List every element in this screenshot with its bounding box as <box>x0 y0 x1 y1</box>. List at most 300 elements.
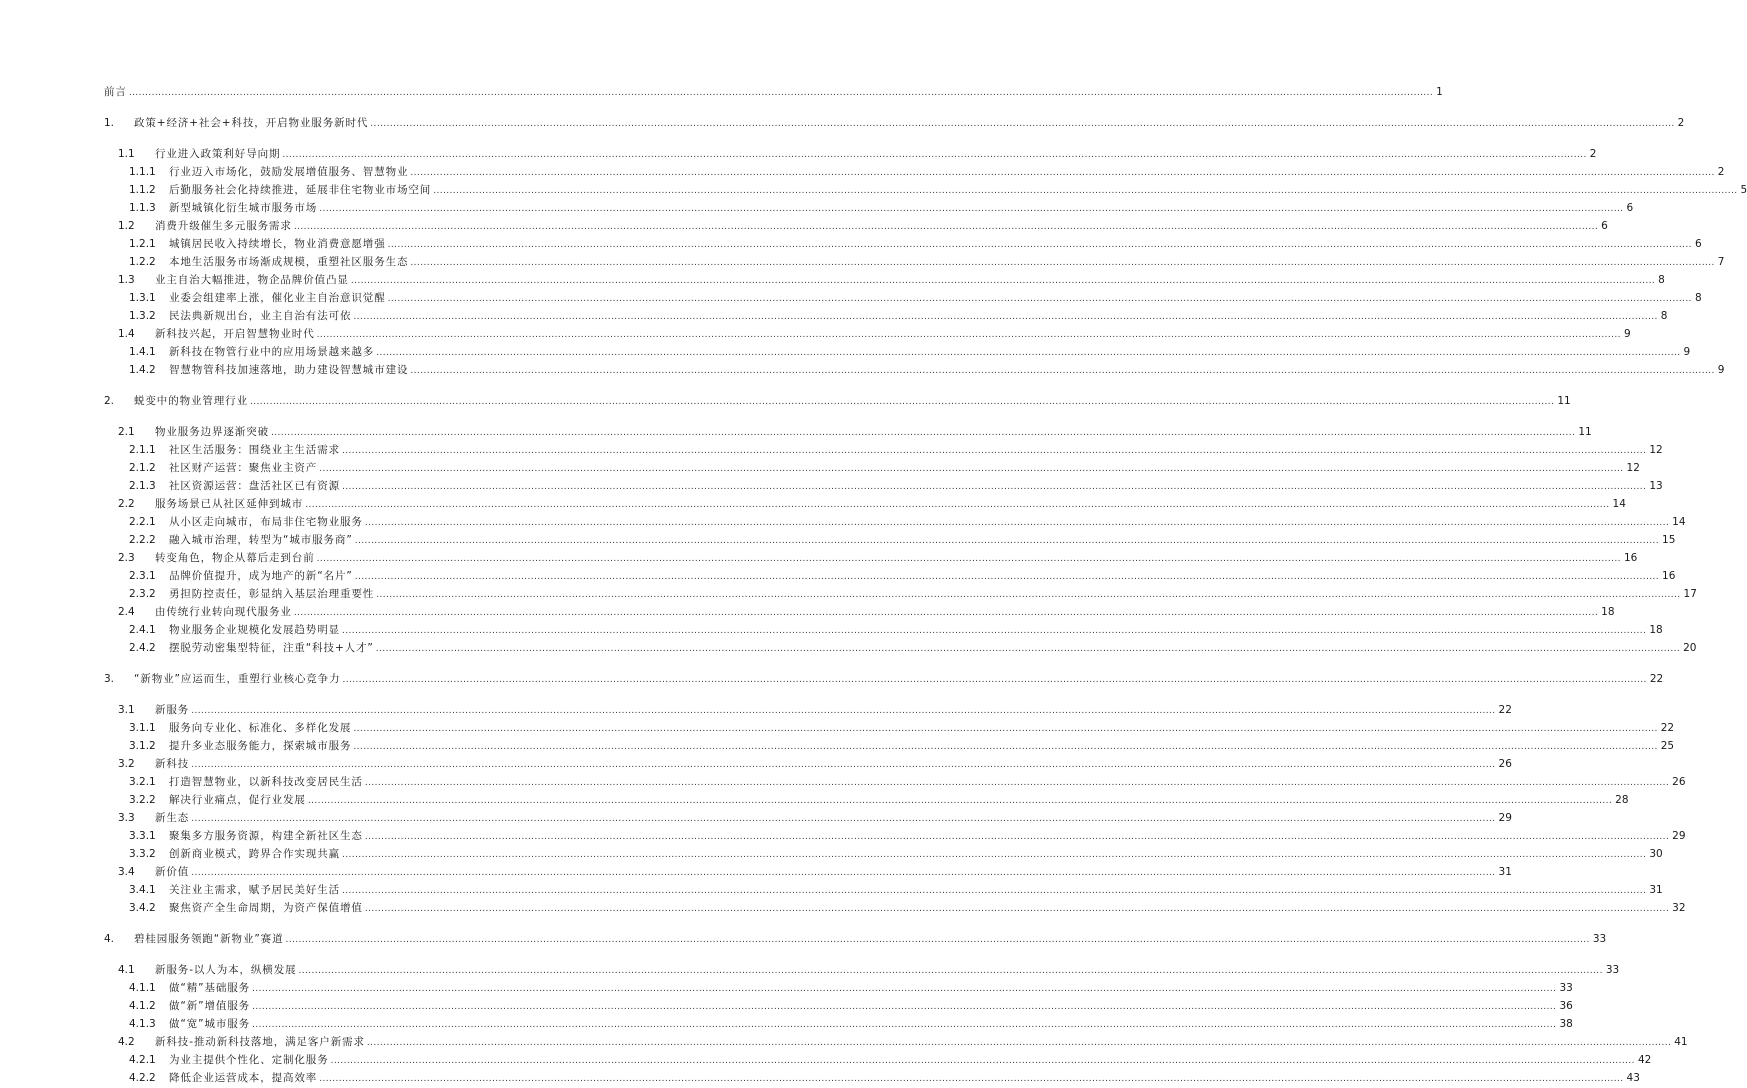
toc-dot-leader: ................................................................................................................................................................................................................................................................................................................................................................................................................ <box>353 724 1658 734</box>
toc-entry-page-number: 6 <box>1601 220 1608 232</box>
toc-entry-title: 智慧物管科技加速落地，助力建设智慧城市建设 <box>169 364 409 376</box>
toc-entry-line <box>169 459 1640 478</box>
toc-entry[interactable] <box>104 325 1631 343</box>
toc-dot-leader: ................................................................................................................................................................................................................................................................................................................................................................................................................ <box>319 204 1624 214</box>
toc-entry-page-number: 2 <box>1717 166 1725 178</box>
toc-entry-line <box>169 737 1675 756</box>
toc-entry[interactable] <box>104 863 1512 881</box>
toc-entry-line <box>155 603 1615 622</box>
toc-entry[interactable] <box>104 1069 1640 1087</box>
toc-entry-title: 做“精”基础服务 <box>169 982 251 994</box>
toc-entry-line <box>104 83 1443 102</box>
toc-entry-page-number: 29 <box>1672 830 1686 842</box>
toc-entry-page-number: 18 <box>1649 624 1663 636</box>
toc-entry[interactable] <box>104 531 1676 549</box>
toc-dot-leader: ................................................................................................................................................................................................................................................................................................................................................................................................................ <box>376 590 1681 600</box>
toc-entry[interactable] <box>104 899 1686 917</box>
toc-entry-number: 3.3 <box>118 812 135 824</box>
toc-entry-title: 新科技在物管行业中的应用场景越来越多 <box>169 346 375 358</box>
toc-entry[interactable] <box>104 392 1571 410</box>
toc-entry[interactable] <box>104 603 1615 621</box>
toc-entry[interactable] <box>104 737 1675 755</box>
toc-entry-line <box>169 997 1573 1016</box>
toc-dot-leader: ................................................................................................................................................................................................................................................................................................................................................................................................................ <box>305 500 1610 510</box>
toc-entry[interactable] <box>104 827 1686 845</box>
toc-entry-page-number: 33 <box>1605 964 1620 976</box>
toc-entry-title: 本地生活服务市场渐成规模，重塑社区服务生态 <box>169 256 409 268</box>
toc-entry-title: 聚焦资产全生命周期，为资产保值增值 <box>169 902 363 914</box>
toc-entry-number: 1.1.2 <box>129 184 156 196</box>
toc-entry-number: 1.1.3 <box>129 202 156 214</box>
toc-dot-leader: ................................................................................................................................................................................................................................................................................................................................................................................................................ <box>342 626 1647 636</box>
toc-spacer <box>104 948 630 961</box>
toc-entry-number: 3.1 <box>118 704 135 716</box>
toc-entry-number: 3. <box>104 673 115 685</box>
toc-entry-page-number: 12 <box>1649 444 1663 456</box>
toc-dot-leader: ................................................................................................................................................................................................................................................................................................................................................................................................................ <box>387 294 1692 304</box>
toc-entry[interactable] <box>104 199 1634 217</box>
toc-entry-line <box>155 495 1626 514</box>
toc-entry-page-number: 38 <box>1559 1018 1573 1030</box>
toc-dot-leader: ................................................................................................................................................................................................................................................................................................................................................................................................................ <box>364 832 1670 842</box>
toc-entry-title: 新科技兴起，开启智慧物业时代 <box>155 328 315 340</box>
toc-entry-line <box>155 423 1592 442</box>
toc-entry-line <box>169 235 1702 254</box>
toc-entry[interactable] <box>104 845 1663 863</box>
toc-entry[interactable] <box>104 1051 1652 1069</box>
toc-entry-page-number: 12 <box>1626 462 1640 474</box>
toc-entry-page-number: 2 <box>1677 117 1685 129</box>
toc-entry-title: 提升多业态服务能力，探索城市服务 <box>169 740 352 752</box>
toc-spacer <box>104 657 630 670</box>
toc-entry-line <box>169 199 1634 218</box>
toc-entry-title: 服务场景已从社区延伸到城市 <box>155 498 304 510</box>
toc-entry-title: 摆脱劳动密集型特征，注重“科技+人才” <box>169 642 374 654</box>
toc-entry-title: 新科技 <box>155 758 190 770</box>
toc-entry-line <box>169 1051 1652 1070</box>
toc-dot-leader: ................................................................................................................................................................................................................................................................................................................................................................................................................ <box>342 675 1647 685</box>
toc-entry-line <box>169 343 1691 362</box>
toc-entry-title: 转变角色，物企从幕后走到台前 <box>155 552 315 564</box>
toc-entry-number: 3.4.1 <box>129 884 156 896</box>
toc-entry-page-number: 1 <box>1436 86 1443 98</box>
toc-entry-number: 1.4 <box>118 328 135 340</box>
toc-entry[interactable] <box>104 271 1665 289</box>
toc-entry-number: 3.2.2 <box>129 794 156 806</box>
toc-entry[interactable] <box>104 114 1685 132</box>
toc-entry-line <box>169 289 1702 308</box>
toc-entry[interactable] <box>104 83 1443 101</box>
toc-entry-page-number: 33 <box>1559 982 1573 994</box>
toc-entry-page-number: 26 <box>1498 758 1512 770</box>
toc-entry-title: 社区生活服务：围绕业主生活需求 <box>169 444 340 456</box>
toc-entry-page-number: 11 <box>1578 426 1592 438</box>
toc-entry-number: 4.2.2 <box>129 1072 156 1084</box>
toc-entry[interactable] <box>104 235 1702 253</box>
toc-dot-leader: ................................................................................................................................................................................................................................................................................................................................................................................................................ <box>410 168 1715 178</box>
toc-entry-title: 从小区走向城市，布局非住宅物业服务 <box>169 516 363 528</box>
toc-entry[interactable] <box>104 997 1573 1015</box>
toc-dot-leader: ................................................................................................................................................................................................................................................................................................................................................................................................................ <box>319 464 1624 474</box>
toc-dot-leader: ................................................................................................................................................................................................................................................................................................................................................................................................................ <box>342 446 1647 456</box>
toc-entry-page-number: 8 <box>1660 310 1668 322</box>
toc-entry-number: 1.1.1 <box>129 166 156 178</box>
toc-entry-page-number: 18 <box>1601 606 1615 618</box>
toc-entry-page-number: 41 <box>1674 1036 1688 1048</box>
toc-entry-number: 1.2.1 <box>129 238 156 250</box>
toc-entry-number: 2.3 <box>118 552 135 564</box>
toc-entry[interactable] <box>104 289 1702 307</box>
toc-entry[interactable] <box>104 961 1620 979</box>
toc-entry[interactable] <box>104 361 1725 379</box>
toc-entry-page-number: 25 <box>1660 740 1675 752</box>
toc-entry-page-number: 11 <box>1557 395 1571 407</box>
toc-dot-leader: ................................................................................................................................................................................................................................................................................................................................................................................................................ <box>342 482 1647 492</box>
toc-dot-leader: ................................................................................................................................................................................................................................................................................................................................................................................................................ <box>293 222 1599 232</box>
toc-entry-title: 业主自治大幅推进，物企品牌价值凸显 <box>155 274 349 286</box>
toc-entry[interactable] <box>104 701 1512 719</box>
toc-entry-line <box>169 639 1697 658</box>
toc-entry-page-number: 5 <box>1740 184 1747 196</box>
toc-entry-line <box>169 361 1725 380</box>
toc-entry[interactable] <box>104 1015 1573 1033</box>
toc-entry-title: 行业进入政策利好导向期 <box>155 148 281 160</box>
toc-entry-title: 后勤服务社会化持续推进，延展非住宅物业市场空间 <box>169 184 432 196</box>
toc-dot-leader: ................................................................................................................................................................................................................................................................................................................................................................................................................ <box>364 904 1670 914</box>
toc-entry-page-number: 6 <box>1626 202 1634 214</box>
toc-entry-line <box>155 863 1512 882</box>
toc-entry-title: 政策+经济+社会+科技，开启物业服务新时代 <box>134 117 369 129</box>
toc-entry[interactable] <box>104 441 1663 459</box>
toc-entry-number: 4.2 <box>118 1036 135 1048</box>
toc-spacer <box>104 410 630 423</box>
toc-dot-leader: ................................................................................................................................................................................................................................................................................................................................................................................................................ <box>354 572 1660 582</box>
toc-entry[interactable] <box>104 307 1668 325</box>
toc-entry-title: 由传统行业转向现代服务业 <box>155 606 292 618</box>
toc-entry-line <box>169 621 1663 640</box>
toc-entry-title: 关注业主需求，赋予居民美好生活 <box>169 884 340 896</box>
toc-entry-number: 2.1.2 <box>129 462 156 474</box>
toc-dot-leader: ................................................................................................................................................................................................................................................................................................................................................................................................................ <box>128 88 1434 98</box>
toc-entry-title: 新科技-推动新科技落地，满足客户新需求 <box>155 1036 365 1048</box>
toc-entry-title: 碧桂园服务领跑“新物业”赛道 <box>134 933 284 945</box>
toc-entry-page-number: 17 <box>1683 588 1697 600</box>
toc-dot-leader: ................................................................................................................................................................................................................................................................................................................................................................................................................ <box>191 706 1496 716</box>
toc-entry-page-number: 22 <box>1498 704 1512 716</box>
toc-entry-number: 2.1.3 <box>129 480 156 492</box>
toc-entry-title: 降低企业运营成本，提高效率 <box>169 1072 318 1084</box>
toc-dot-leader: ................................................................................................................................................................................................................................................................................................................................................................................................................ <box>354 536 1660 546</box>
toc-entry-number: 1.3.2 <box>129 310 156 322</box>
toc-entry-title: 新价值 <box>155 866 190 878</box>
toc-dot-leader: ................................................................................................................................................................................................................................................................................................................................................................................................................ <box>366 1038 1672 1048</box>
toc-entry-page-number: 8 <box>1694 292 1702 304</box>
toc-entry-line <box>155 217 1608 236</box>
toc-entry-page-number: 9 <box>1623 328 1631 340</box>
toc-dot-leader: ................................................................................................................................................................................................................................................................................................................................................................................................................ <box>316 330 1621 340</box>
toc-entry-title: 做“新”增值服务 <box>169 1000 251 1012</box>
toc-dot-leader: ................................................................................................................................................................................................................................................................................................................................................................................................................ <box>250 397 1555 407</box>
toc-dot-leader: ................................................................................................................................................................................................................................................................................................................................................................................................................ <box>252 1020 1557 1030</box>
toc-dot-leader: ................................................................................................................................................................................................................................................................................................................................................................................................................ <box>298 966 1603 976</box>
toc-entry[interactable] <box>104 181 1747 199</box>
toc-dot-leader: ................................................................................................................................................................................................................................................................................................................................................................................................................ <box>364 518 1670 528</box>
toc-entry-line <box>155 271 1665 290</box>
toc-entry-line <box>155 961 1620 980</box>
toc-entry-page-number: 2 <box>1589 148 1597 160</box>
toc-entry-title: 品牌价值提升，成为地产的新“名片” <box>169 570 353 582</box>
toc-entry-number: 4.1.2 <box>129 1000 156 1012</box>
toc-entry-number: 4.1 <box>118 964 135 976</box>
toc-entry[interactable] <box>104 567 1676 585</box>
toc-spacer <box>104 688 630 701</box>
toc-entry-number: 3.1.2 <box>129 740 156 752</box>
toc-entry-title: 消费升级催生多元服务需求 <box>155 220 292 232</box>
toc-entry-page-number: 30 <box>1649 848 1663 860</box>
toc-entry-line <box>155 145 1597 164</box>
toc-entry-number: 2.2.2 <box>129 534 156 546</box>
toc-entry-page-number: 13 <box>1649 480 1663 492</box>
toc-entry-page-number: 26 <box>1672 776 1686 788</box>
toc-entry-title: 前言 <box>104 86 127 98</box>
toc-entry[interactable] <box>104 343 1691 361</box>
toc-entry[interactable] <box>104 621 1663 639</box>
toc-dot-leader: ................................................................................................................................................................................................................................................................................................................................................................................................................ <box>342 886 1647 896</box>
toc-spacer <box>104 917 630 930</box>
toc-entry-number: 4.2.1 <box>129 1054 156 1066</box>
toc-entry-line <box>169 181 1747 200</box>
toc-entry-number: 3.4 <box>118 866 135 878</box>
toc-entry-page-number: 20 <box>1683 642 1697 654</box>
toc-entry-line <box>169 567 1676 586</box>
toc-entry[interactable] <box>104 549 1638 567</box>
toc-entry-line <box>155 809 1512 828</box>
toc-dot-leader: ................................................................................................................................................................................................................................................................................................................................................................................................................ <box>350 276 1656 286</box>
toc-entry-page-number: 14 <box>1612 498 1626 510</box>
toc-dot-leader: ................................................................................................................................................................................................................................................................................................................................................................................................................ <box>364 778 1670 788</box>
toc-entry[interactable] <box>104 809 1512 827</box>
toc-entry-line <box>155 325 1631 344</box>
toc-entry-line <box>169 1069 1640 1088</box>
toc-dot-leader: ................................................................................................................................................................................................................................................................................................................................................................................................................ <box>353 312 1658 322</box>
toc-entry-line <box>155 1033 1688 1052</box>
toc-dot-leader: ................................................................................................................................................................................................................................................................................................................................................................................................................ <box>285 935 1590 945</box>
toc-dot-leader: ................................................................................................................................................................................................................................................................................................................................................................................................................ <box>330 1056 1635 1066</box>
toc-entry-number: 2.2 <box>118 498 135 510</box>
toc-entry-page-number: 29 <box>1498 812 1512 824</box>
toc-entry-number: 2.2.1 <box>129 516 156 528</box>
toc-entry-number: 1.2.2 <box>129 256 156 268</box>
toc-entry-number: 2.4 <box>118 606 135 618</box>
toc-entry-page-number: 9 <box>1717 364 1725 376</box>
toc-entry-title: 为业主提供个性化、定制化服务 <box>169 1054 329 1066</box>
toc-entry[interactable] <box>104 585 1697 603</box>
toc-entry-line <box>169 773 1686 792</box>
toc-dot-leader: ................................................................................................................................................................................................................................................................................................................................................................................................................ <box>252 984 1557 994</box>
toc-entry-title: 新生态 <box>155 812 190 824</box>
toc-entry[interactable] <box>104 930 1607 948</box>
toc-entry-page-number: 9 <box>1683 346 1691 358</box>
toc-entry-page-number: 22 <box>1649 673 1664 685</box>
toc-entry-page-number: 22 <box>1660 722 1675 734</box>
toc-entry-page-number: 16 <box>1623 552 1638 564</box>
toc-entry-title: “新物业”应运而生，重塑行业核心竞争力 <box>134 673 341 685</box>
toc-entry-title: 民法典新规出台，业主自治有法可依 <box>169 310 352 322</box>
toc-dot-leader: ................................................................................................................................................................................................................................................................................................................................................................................................................ <box>433 186 1738 196</box>
toc-entry-title: 城镇居民收入持续增长，物业消费意愿增强 <box>169 238 386 250</box>
toc-spacer <box>104 132 630 145</box>
toc-entry-line <box>169 719 1675 738</box>
toc-entry-page-number: 33 <box>1592 933 1607 945</box>
toc-entry-number: 2.3.1 <box>129 570 156 582</box>
toc-entry-title: 融入城市治理，转型为“城市服务商” <box>169 534 353 546</box>
toc-entry-number: 2.4.2 <box>129 642 156 654</box>
toc-entry-line <box>155 701 1512 720</box>
toc-entry-number: 1.3.1 <box>129 292 156 304</box>
toc-entry-number: 1.2 <box>118 220 135 232</box>
toc-dot-leader: ................................................................................................................................................................................................................................................................................................................................................................................................................ <box>316 554 1621 564</box>
toc-dot-leader: ................................................................................................................................................................................................................................................................................................................................................................................................................ <box>353 742 1658 752</box>
toc-entry-page-number: 6 <box>1694 238 1702 250</box>
toc-entry-number: 3.4.2 <box>129 902 156 914</box>
toc-entry[interactable] <box>104 773 1686 791</box>
toc-dot-leader: ................................................................................................................................................................................................................................................................................................................................................................................................................ <box>271 428 1576 438</box>
toc-entry-title: 聚集多方服务资源，构建全新社区生态 <box>169 830 363 842</box>
toc-entry-line <box>169 1015 1573 1034</box>
toc-dot-leader: ................................................................................................................................................................................................................................................................................................................................................................................................................ <box>375 644 1681 654</box>
toc-entry-page-number: 31 <box>1649 884 1663 896</box>
toc-entry-title: 新型城镇化衍生城市服务市场 <box>169 202 318 214</box>
toc-entry-line <box>169 531 1676 550</box>
toc-entry[interactable] <box>104 639 1697 657</box>
toc-entry-title: 行业迈入市场化，鼓励发展增值服务、智慧物业 <box>169 166 409 178</box>
toc-entry-line <box>169 585 1697 604</box>
toc-entry-title: 物业服务边界逐渐突破 <box>155 426 269 438</box>
toc-entry-title: 做“宽”城市服务 <box>169 1018 251 1030</box>
toc-entry-line <box>169 899 1686 918</box>
toc-entry-page-number: 16 <box>1662 570 1676 582</box>
toc-entry[interactable] <box>104 459 1640 477</box>
toc-entry-line <box>134 392 1571 411</box>
toc-entry-page-number: 32 <box>1672 902 1686 914</box>
toc-entry-line <box>169 881 1663 900</box>
toc-entry-title: 勇担防控责任，彰显纳入基层治理重要性 <box>169 588 375 600</box>
toc-dot-leader: ................................................................................................................................................................................................................................................................................................................................................................................................................ <box>410 366 1715 376</box>
toc-dot-leader: ................................................................................................................................................................................................................................................................................................................................................................................................................ <box>191 868 1496 878</box>
toc-entry-line <box>169 253 1725 272</box>
toc-spacer <box>104 379 630 392</box>
toc-dot-leader: ................................................................................................................................................................................................................................................................................................................................................................................................................ <box>387 240 1692 250</box>
toc-entry[interactable] <box>104 791 1629 809</box>
toc-entry-number: 3.2.1 <box>129 776 156 788</box>
toc-dot-leader: ................................................................................................................................................................................................................................................................................................................................................................................................................ <box>410 258 1715 268</box>
toc-entry-title: 社区资源运营：盘活社区已有资源 <box>169 480 340 492</box>
toc-entry-line <box>169 441 1663 460</box>
toc-entry[interactable] <box>104 979 1573 997</box>
toc-entry-number: 1.3 <box>118 274 135 286</box>
toc-entry[interactable] <box>104 477 1663 495</box>
toc-entry-number: 2.4.1 <box>129 624 156 636</box>
toc-entry-page-number: 8 <box>1658 274 1665 286</box>
toc-entry-title: 新服务-以人为本，纵横发展 <box>155 964 297 976</box>
toc-entry-number: 3.3.1 <box>129 830 156 842</box>
toc-dot-leader: ................................................................................................................................................................................................................................................................................................................................................................................................................ <box>252 1002 1557 1012</box>
table-of-contents <box>104 83 1747 1087</box>
toc-entry-line <box>134 114 1685 133</box>
toc-dot-leader: ................................................................................................................................................................................................................................................................................................................................................................................................................ <box>307 796 1613 806</box>
toc-entry-line <box>169 827 1686 846</box>
toc-entry-title: 解决行业痛点，促行业发展 <box>169 794 306 806</box>
toc-entry-line <box>169 513 1686 532</box>
toc-dot-leader: ................................................................................................................................................................................................................................................................................................................................................................................................................ <box>342 850 1647 860</box>
toc-entry[interactable] <box>104 513 1686 531</box>
toc-entry-number: 1.1 <box>118 148 135 160</box>
toc-entry-number: 2.3.2 <box>129 588 156 600</box>
toc-entry-line <box>169 979 1573 998</box>
toc-entry-title: 打造智慧物业，以新科技改变居民生活 <box>169 776 363 788</box>
toc-entry-line <box>155 755 1512 774</box>
toc-entry-page-number: 14 <box>1672 516 1686 528</box>
toc-entry-title: 新服务 <box>155 704 190 716</box>
toc-entry[interactable] <box>104 1033 1688 1051</box>
toc-dot-leader: ................................................................................................................................................................................................................................................................................................................................................................................................................ <box>191 760 1496 770</box>
toc-entry-number: 3.2 <box>118 758 135 770</box>
toc-dot-leader: ................................................................................................................................................................................................................................................................................................................................................................................................................ <box>319 1074 1624 1084</box>
toc-entry[interactable] <box>104 719 1675 737</box>
toc-entry-number: 4.1.1 <box>129 982 156 994</box>
toc-entry-page-number: 7 <box>1717 256 1725 268</box>
toc-entry[interactable] <box>104 217 1608 235</box>
toc-entry[interactable] <box>104 495 1626 513</box>
toc-entry-line <box>169 791 1629 810</box>
toc-entry[interactable] <box>104 423 1592 441</box>
toc-entry-page-number: 31 <box>1498 866 1512 878</box>
toc-entry-line <box>169 477 1663 496</box>
toc-dot-leader: ................................................................................................................................................................................................................................................................................................................................................................................................................ <box>282 150 1587 160</box>
toc-entry[interactable] <box>104 881 1663 899</box>
toc-entry-number: 1.4.2 <box>129 364 156 376</box>
toc-entry-number: 2.1 <box>118 426 135 438</box>
toc-entry-line <box>169 845 1663 864</box>
toc-entry-page-number: 36 <box>1559 1000 1573 1012</box>
toc-entry-line <box>155 549 1638 568</box>
toc-entry[interactable] <box>104 163 1725 181</box>
toc-entry-title: 服务向专业化、标准化、多样化发展 <box>169 722 352 734</box>
toc-entry-title: 物业服务企业规模化发展趋势明显 <box>169 624 340 636</box>
toc-entry[interactable] <box>104 755 1512 773</box>
toc-entry-page-number: 15 <box>1662 534 1676 546</box>
toc-entry[interactable] <box>104 253 1725 271</box>
toc-entry-page-number: 43 <box>1626 1072 1640 1084</box>
toc-entry[interactable] <box>104 670 1664 688</box>
toc-entry-number: 4.1.3 <box>129 1018 156 1030</box>
toc-entry-number: 2.1.1 <box>129 444 156 456</box>
toc-entry[interactable] <box>104 145 1597 163</box>
toc-entry-number: 1.4.1 <box>129 346 156 358</box>
toc-entry-title: 创新商业模式，跨界合作实现共赢 <box>169 848 340 860</box>
toc-dot-leader: ................................................................................................................................................................................................................................................................................................................................................................................................................ <box>376 348 1681 358</box>
toc-entry-line <box>169 163 1725 182</box>
toc-entry-line <box>169 307 1668 326</box>
toc-entry-line <box>134 930 1607 949</box>
toc-spacer <box>104 101 630 114</box>
toc-dot-leader: ................................................................................................................................................................................................................................................................................................................................................................................................................ <box>191 814 1496 824</box>
toc-entry-number: 3.3.2 <box>129 848 156 860</box>
toc-entry-page-number: 28 <box>1615 794 1629 806</box>
toc-entry-number: 4. <box>104 933 115 945</box>
toc-entry-title: 社区财产运营：聚焦业主资产 <box>169 462 318 474</box>
toc-entry-page-number: 42 <box>1637 1054 1652 1066</box>
